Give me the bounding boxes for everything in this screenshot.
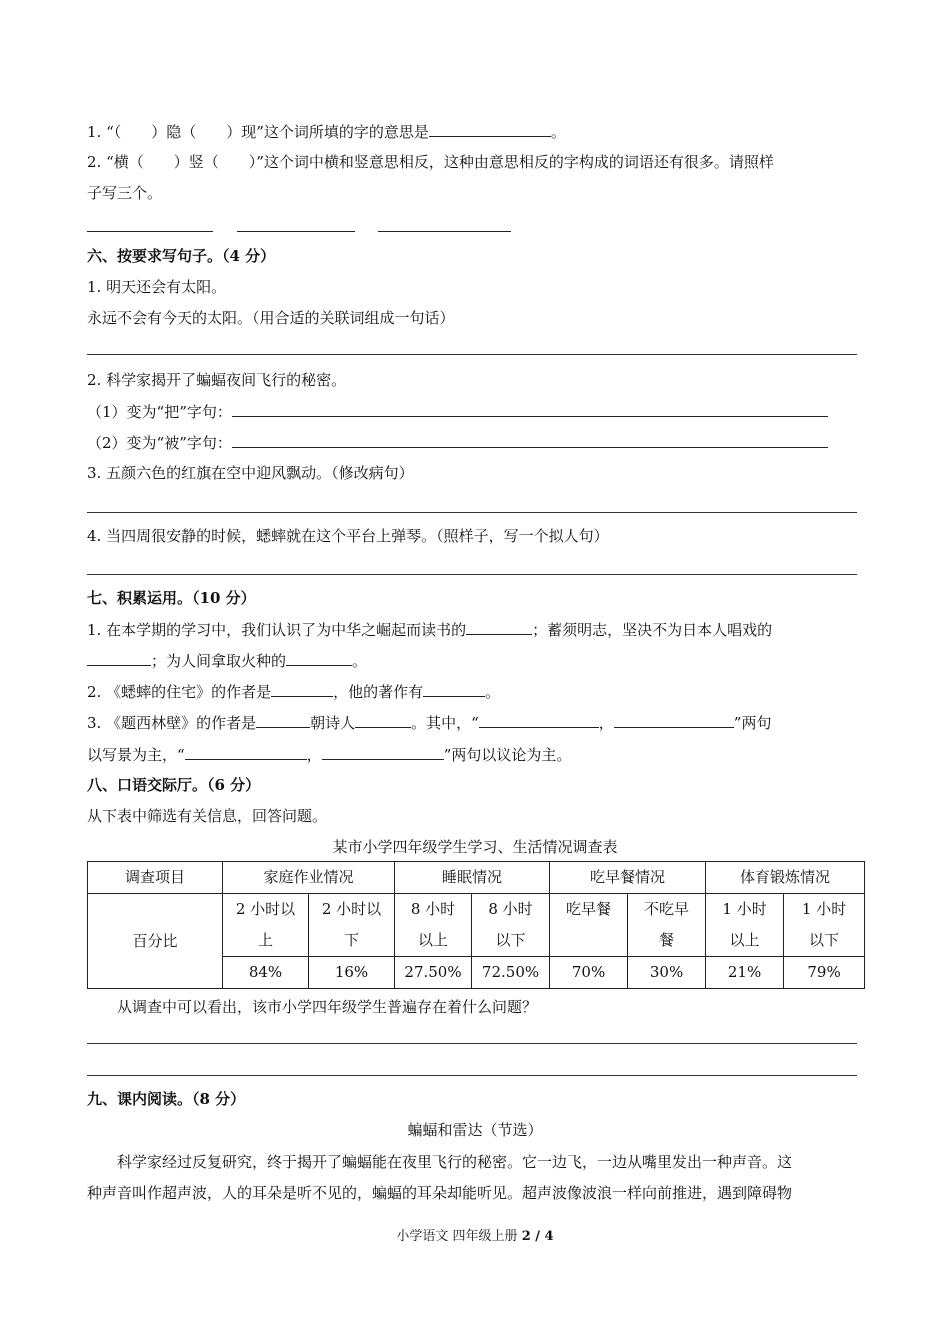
s5-q2-line2: 子写三个。 xyxy=(87,184,163,202)
answer-line[interactable] xyxy=(87,512,857,513)
s6-q1b: 永远不会有今天的太阳。（用合适的关联词组成一句话） xyxy=(87,309,455,327)
survey-table xyxy=(87,861,865,989)
answer-blank[interactable] xyxy=(479,712,599,728)
section-9-heading: 九、课内阅读。（8 分） xyxy=(87,1090,246,1108)
table-sub-cell: 吃早餐 xyxy=(550,894,628,957)
table-header-cell: 调查项目 xyxy=(88,862,223,894)
table-value-cell: 79% xyxy=(784,957,865,989)
answer-blank[interactable] xyxy=(256,712,310,728)
table-title: 某市小学四年级学生学习、生活情况调查表 xyxy=(332,838,618,856)
answer-blank[interactable] xyxy=(614,712,734,728)
table-sub-cell: 8 小时 以下 xyxy=(472,894,550,957)
answer-blank[interactable] xyxy=(423,681,485,697)
s6-q1: 1. 明天还会有太阳。 xyxy=(87,278,227,296)
page-number: 2 / 4 xyxy=(521,1229,554,1244)
answer-blank[interactable] xyxy=(87,216,213,232)
table-value-cell: 27.50% xyxy=(395,957,472,989)
answer-line[interactable] xyxy=(232,432,828,448)
reading-paragraph: 科学家经过反复研究，终于揭开了蝙蝠能在夜里飞行的秘密。它一边飞，一边从嘴里发出一种声音。这 xyxy=(117,1153,793,1171)
s5-q1: 1. “（ ）隐（ ）现”这个词所填的字的意思是 。 xyxy=(87,123,566,141)
answer-line[interactable] xyxy=(87,1075,857,1076)
s6-q2b: （2）变为“被”字句： xyxy=(87,432,828,453)
page-footer: 小学语文 四年级上册 2 / 4 xyxy=(396,1229,554,1244)
answer-blank[interactable] xyxy=(378,216,511,232)
answer-blank[interactable] xyxy=(466,619,532,635)
table-value-cell: 30% xyxy=(628,957,706,989)
s8-intro: 从下表中筛选有关信息，回答问题。 xyxy=(87,807,328,825)
answer-line[interactable] xyxy=(87,574,857,575)
s7-q1-line2: ；为人间拿取火种的 。 xyxy=(87,650,367,671)
answer-line[interactable] xyxy=(87,354,857,355)
table-header-row xyxy=(88,862,865,894)
table-sub-cell: 2 小时以 上 xyxy=(223,894,309,957)
table-value-cell: 16% xyxy=(309,957,395,989)
table-sub-cell: 8 小时 以上 xyxy=(395,894,472,957)
table-sub-cell: 1 小时 以上 xyxy=(706,894,784,957)
answer-line[interactable] xyxy=(87,1043,857,1044)
s6-q2a: （1）变为“把”字句： xyxy=(87,401,828,422)
answer-blank[interactable] xyxy=(185,744,307,760)
answer-blank[interactable] xyxy=(286,650,352,666)
answer-blank[interactable] xyxy=(237,216,355,232)
table-value-cell: 72.50% xyxy=(472,957,550,989)
s7-q3-line1: 3. 《题西林壁》的作者是 朝诗人 。其中，“ ， ”两句 xyxy=(87,714,772,732)
s8-question: 从调查中可以看出，该市小学四年级学生普遍存在着什么问题？ xyxy=(117,998,538,1016)
answer-line[interactable] xyxy=(232,401,828,417)
answer-blank[interactable] xyxy=(355,712,411,728)
section-7-heading: 七、积累运用。（10 分） xyxy=(87,589,256,607)
reading-paragraph: 种声音叫作超声波，人的耳朵是听不见的，蝙蝠的耳朵却能听见。超声波像波浪一样向前推进，遇到障碍物 xyxy=(87,1184,793,1202)
answer-blank[interactable] xyxy=(322,744,444,760)
answer-blank[interactable] xyxy=(429,121,551,137)
table-value-cell: 70% xyxy=(550,957,628,989)
table-header-cell: 睡眠情况 xyxy=(395,862,550,894)
table-header-cell: 体育锻炼情况 xyxy=(706,862,865,894)
table-row xyxy=(88,894,865,957)
s6-q4: 4. 当四周很安静的时候，蟋蟀就在这个平台上弹琴。（照样子，写一个拟人句） xyxy=(87,527,609,545)
table-sub-cell: 2 小时以 下 xyxy=(309,894,395,957)
s7-q3-line2: 以写景为主，“ ， ”两句以议论为主。 xyxy=(87,746,572,764)
s5-q2-blanks xyxy=(87,216,511,237)
table-value-cell: 84% xyxy=(223,957,309,989)
s7-q2: 2. 《蟋蟀的住宅》的作者是 ，他的著作有 。 xyxy=(87,683,501,701)
s7-q1-line1: 1. 在本学期的学习中，我们认识了为中华之崛起而读书的 ；蓄须明志，坚决不为日本人唱戏的 xyxy=(87,621,773,639)
section-6-heading: 六、按要求写句子。（4 分） xyxy=(87,247,276,265)
table-header-cell: 家庭作业情况 xyxy=(223,862,395,894)
table-header-cell: 吃早餐情况 xyxy=(550,862,706,894)
table-sub-cell: 不吃早 餐 xyxy=(628,894,706,957)
s6-q3: 3. 五颜六色的红旗在空中迎风飘动。（修改病句） xyxy=(87,464,414,482)
s6-q2: 2. 科学家揭开了蝙蝠夜间飞行的秘密。 xyxy=(87,371,347,389)
s5-q2-line1: 2. “横（ ）竖（ ）”这个词中横和竖意思相反，这种由意思相反的字构成的词语还有很多。请照样 xyxy=(87,153,774,171)
reading-title: 蝙蝠和雷达（节选） xyxy=(407,1121,543,1139)
table-value-cell: 21% xyxy=(706,957,784,989)
table-sub-cell: 1 小时 以下 xyxy=(784,894,865,957)
row-label: 百分比 xyxy=(88,894,223,989)
answer-blank[interactable] xyxy=(87,650,151,666)
answer-blank[interactable] xyxy=(271,681,333,697)
section-8-heading: 八、口语交际厅。（6 分） xyxy=(87,776,261,794)
